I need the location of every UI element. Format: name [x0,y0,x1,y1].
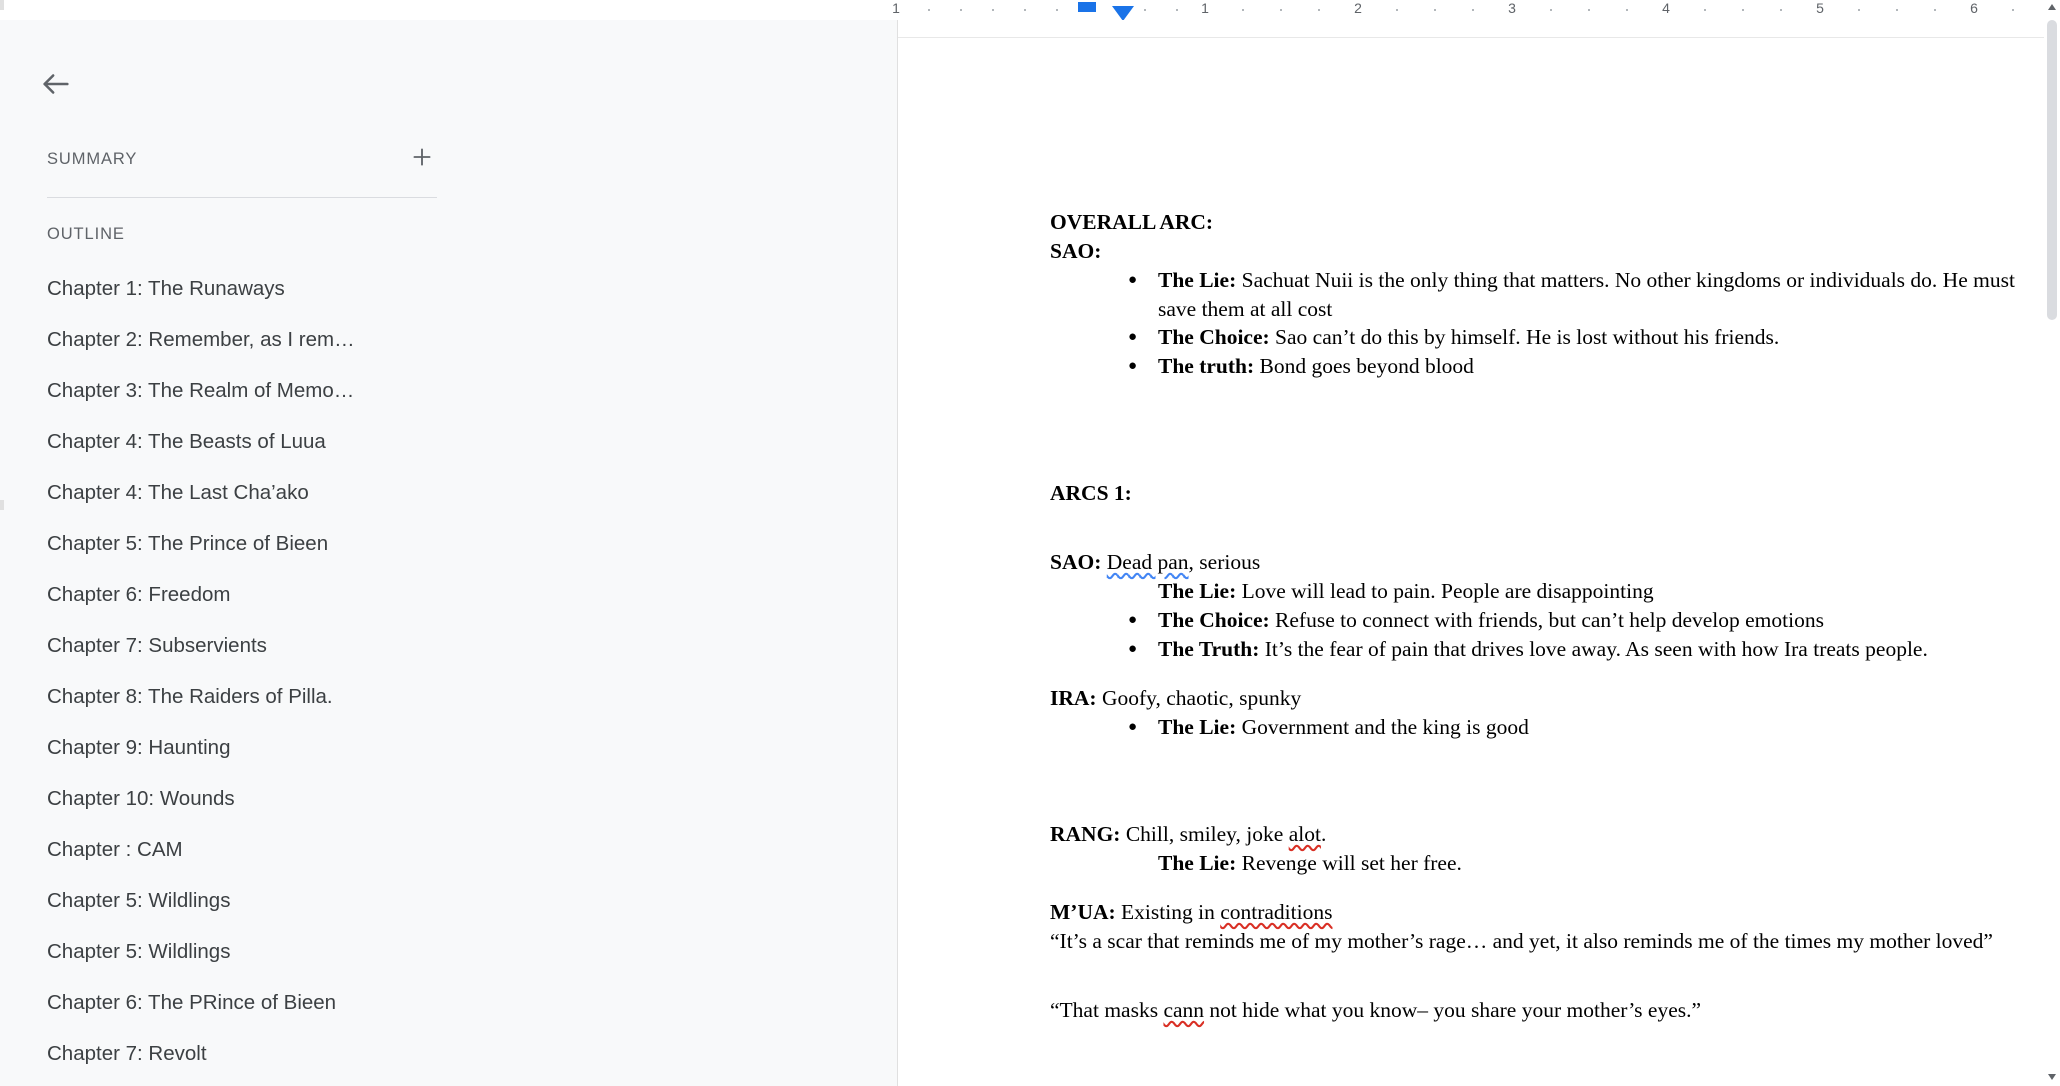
bullet-label: The Lie: [1158,579,1237,604]
document-body[interactable] [1050,208,2050,1025]
paragraph-spacer [1050,439,2050,479]
rang-traits-text-a: Chill, smiley, joke [1120,822,1289,847]
ruler-tick-label: 5 [1816,0,1824,16]
bullet-label: The Lie: [1158,268,1237,292]
summary-label: SUMMARY [47,149,138,168]
sidebar-item-chapter-cam[interactable]: Chapter : CAM [47,837,183,861]
bullet-label: The Lie: [1158,715,1237,740]
sidebar-item-chapter-9[interactable]: Chapter 9: Haunting [47,735,231,759]
ruler-tick-label: 2 [1354,0,1362,16]
horizontal-ruler[interactable] [0,0,2060,20]
paragraph-mua-quote-1: “It’s a scar that reminds me of my mother’s rage… and yet, it also reminds me of the times my mother loved” [1050,929,1993,954]
spellcheck-word: Dead pan [1106,550,1189,575]
scrollbar-thumb[interactable] [2047,20,2057,320]
first-line-indent-marker[interactable] [1078,2,1096,12]
list-item [1158,577,2050,606]
bullet-label: The Choice: [1158,608,1270,633]
sidebar-divider [47,197,437,198]
bullet-text: Sachuat Nuii is the only thing that matters. No other kingdoms or individuals do. He must save them at all cost [1158,268,2015,321]
bullet-label: The Choice: [1158,325,1270,350]
paragraph-spacer [1050,956,2050,996]
paragraph-ira-traits [1050,684,2050,713]
vertical-scrollbar[interactable] [2044,0,2060,1086]
bullet-text: Government and the king is good [1236,715,1529,740]
ruler-tick-label: 1 [1201,0,1209,16]
sao-label: SAO: [1050,550,1102,575]
bullet-text: It’s the fear of pain that drives love away. As seen with how Ira treats people. [1259,637,1928,662]
quote-text-c: not hide what you know– you share your mother’s eyes.” [1204,998,1702,1023]
outline-list [0,263,897,1079]
outline-sidebar [0,20,898,1086]
caret-down-icon [2047,1069,2057,1086]
ruler-tick-label: 6 [1970,0,1978,16]
paragraph-spacer [1050,742,2050,800]
back-button[interactable] [32,60,80,108]
ira-label: IRA: [1050,686,1097,711]
bullet-text: Bond goes beyond blood [1254,354,1474,379]
edge-marker [0,500,4,510]
sidebar-item-chapter-6-prince[interactable]: Chapter 6: The PRince of Bieen [47,990,337,1014]
bullet-label: The Truth: [1158,637,1260,662]
sidebar-item-chapter-6-freedom[interactable]: Chapter 6: Freedom [47,582,231,606]
sidebar-item-chapter-5-wildlings-a[interactable]: Chapter 5: Wildlings [47,888,231,912]
sidebar-item-chapter-7-subservients[interactable]: Chapter 7: Subservients [47,633,267,657]
paragraph-mua-traits [1050,898,2050,927]
bullet-text: Revenge will set her free. [1236,851,1462,876]
heading-overall-arc: OVERALL ARC: [1050,210,1214,234]
list-item [1158,352,2050,381]
bullet-text: Sao can’t do this by himself. He is lost without his friends. [1269,325,1780,350]
rang-label: RANG: [1050,822,1121,847]
sao-bullet-list [1050,577,2050,664]
ruler-tick-label: 3 [1508,0,1516,16]
list-item [1158,849,2050,878]
caret-up-icon [2047,0,2057,17]
plus-icon [409,144,435,175]
sidebar-item-chapter-5-wildlings-b[interactable]: Chapter 5: Wildlings [47,939,231,963]
sidebar-item-chapter-5-prince[interactable]: Chapter 5: The Prince of Bieen [47,531,329,555]
bullet-label: The truth: [1158,354,1255,379]
spellcheck-word: alot [1288,822,1321,847]
sidebar-item-chapter-2[interactable]: Chapter 2: Remember, as I rem… [47,327,355,351]
back-arrow-icon [39,67,73,101]
bullet-text: Refuse to connect with friends, but can’t help develop emotions [1269,608,1824,633]
bullet-label: The Lie: [1158,851,1237,876]
document-scroll-area[interactable] [898,20,2060,1086]
document-page[interactable] [898,38,2060,1086]
scroll-up-button[interactable] [2044,0,2060,16]
spellcheck-word: cann [1163,998,1205,1023]
heading-sao: SAO: [1050,239,1102,263]
left-indent-marker[interactable] [1112,6,1134,20]
paragraph-spacer [1050,878,2050,898]
sao-traits-text: , serious [1188,550,1261,575]
list-item [1158,266,2050,323]
outline-label: OUTLINE [47,225,125,243]
list-item [1158,713,2050,742]
sidebar-item-chapter-3[interactable]: Chapter 3: The Realm of Memo… [47,378,355,402]
sidebar-item-chapter-4-beasts[interactable]: Chapter 4: The Beasts of Luua [47,429,326,453]
heading-arcs-1: ARCS 1: [1050,481,1132,506]
ruler-ticks [0,0,2060,20]
add-summary-button[interactable] [407,144,437,174]
paragraph-spacer [1050,508,2050,548]
ira-bullet-list [1050,713,2050,742]
list-item [1158,323,2050,352]
paragraph-spacer [1050,800,2050,820]
sidebar-item-chapter-10[interactable]: Chapter 10: Wounds [47,786,235,810]
list-item [1158,606,2050,635]
ruler-tick-label: 4 [1662,0,1670,16]
paragraph-spacer [1050,381,2050,439]
rang-bullet-list [1050,849,2050,878]
mua-traits-text: Existing in [1115,900,1221,925]
sidebar-item-chapter-7-revolt[interactable]: Chapter 7: Revolt [47,1041,207,1065]
paragraph-spacer [1050,664,2050,684]
summary-section-header [47,143,437,175]
scroll-down-button[interactable] [2044,1070,2060,1086]
sidebar-item-chapter-1[interactable]: Chapter 1: The Runaways [47,276,285,300]
mua-label: M’UA: [1050,900,1116,925]
quote-text-a: “That masks [1050,998,1164,1023]
edge-marker [0,0,4,10]
ira-traits-text: Goofy, chaotic, spunky [1096,686,1302,711]
sidebar-item-chapter-4-chaako[interactable]: Chapter 4: The Last Cha’ako [47,480,309,504]
spellcheck-word: contraditions [1220,900,1333,925]
paragraph-sao-traits [1050,548,2050,577]
bullet-text: Love will lead to pain. People are disappointing [1236,579,1654,604]
paragraph-rang-traits [1050,820,2050,849]
sidebar-item-chapter-8[interactable]: Chapter 8: The Raiders of Pilla. [47,684,333,708]
overall-arc-bullet-list [1050,266,2050,381]
list-item [1158,635,2050,664]
paragraph-mua-quote-2 [1050,996,2050,1025]
ruler-tick-label: 1 [892,0,900,16]
rang-traits-text-c: . [1320,822,1327,847]
